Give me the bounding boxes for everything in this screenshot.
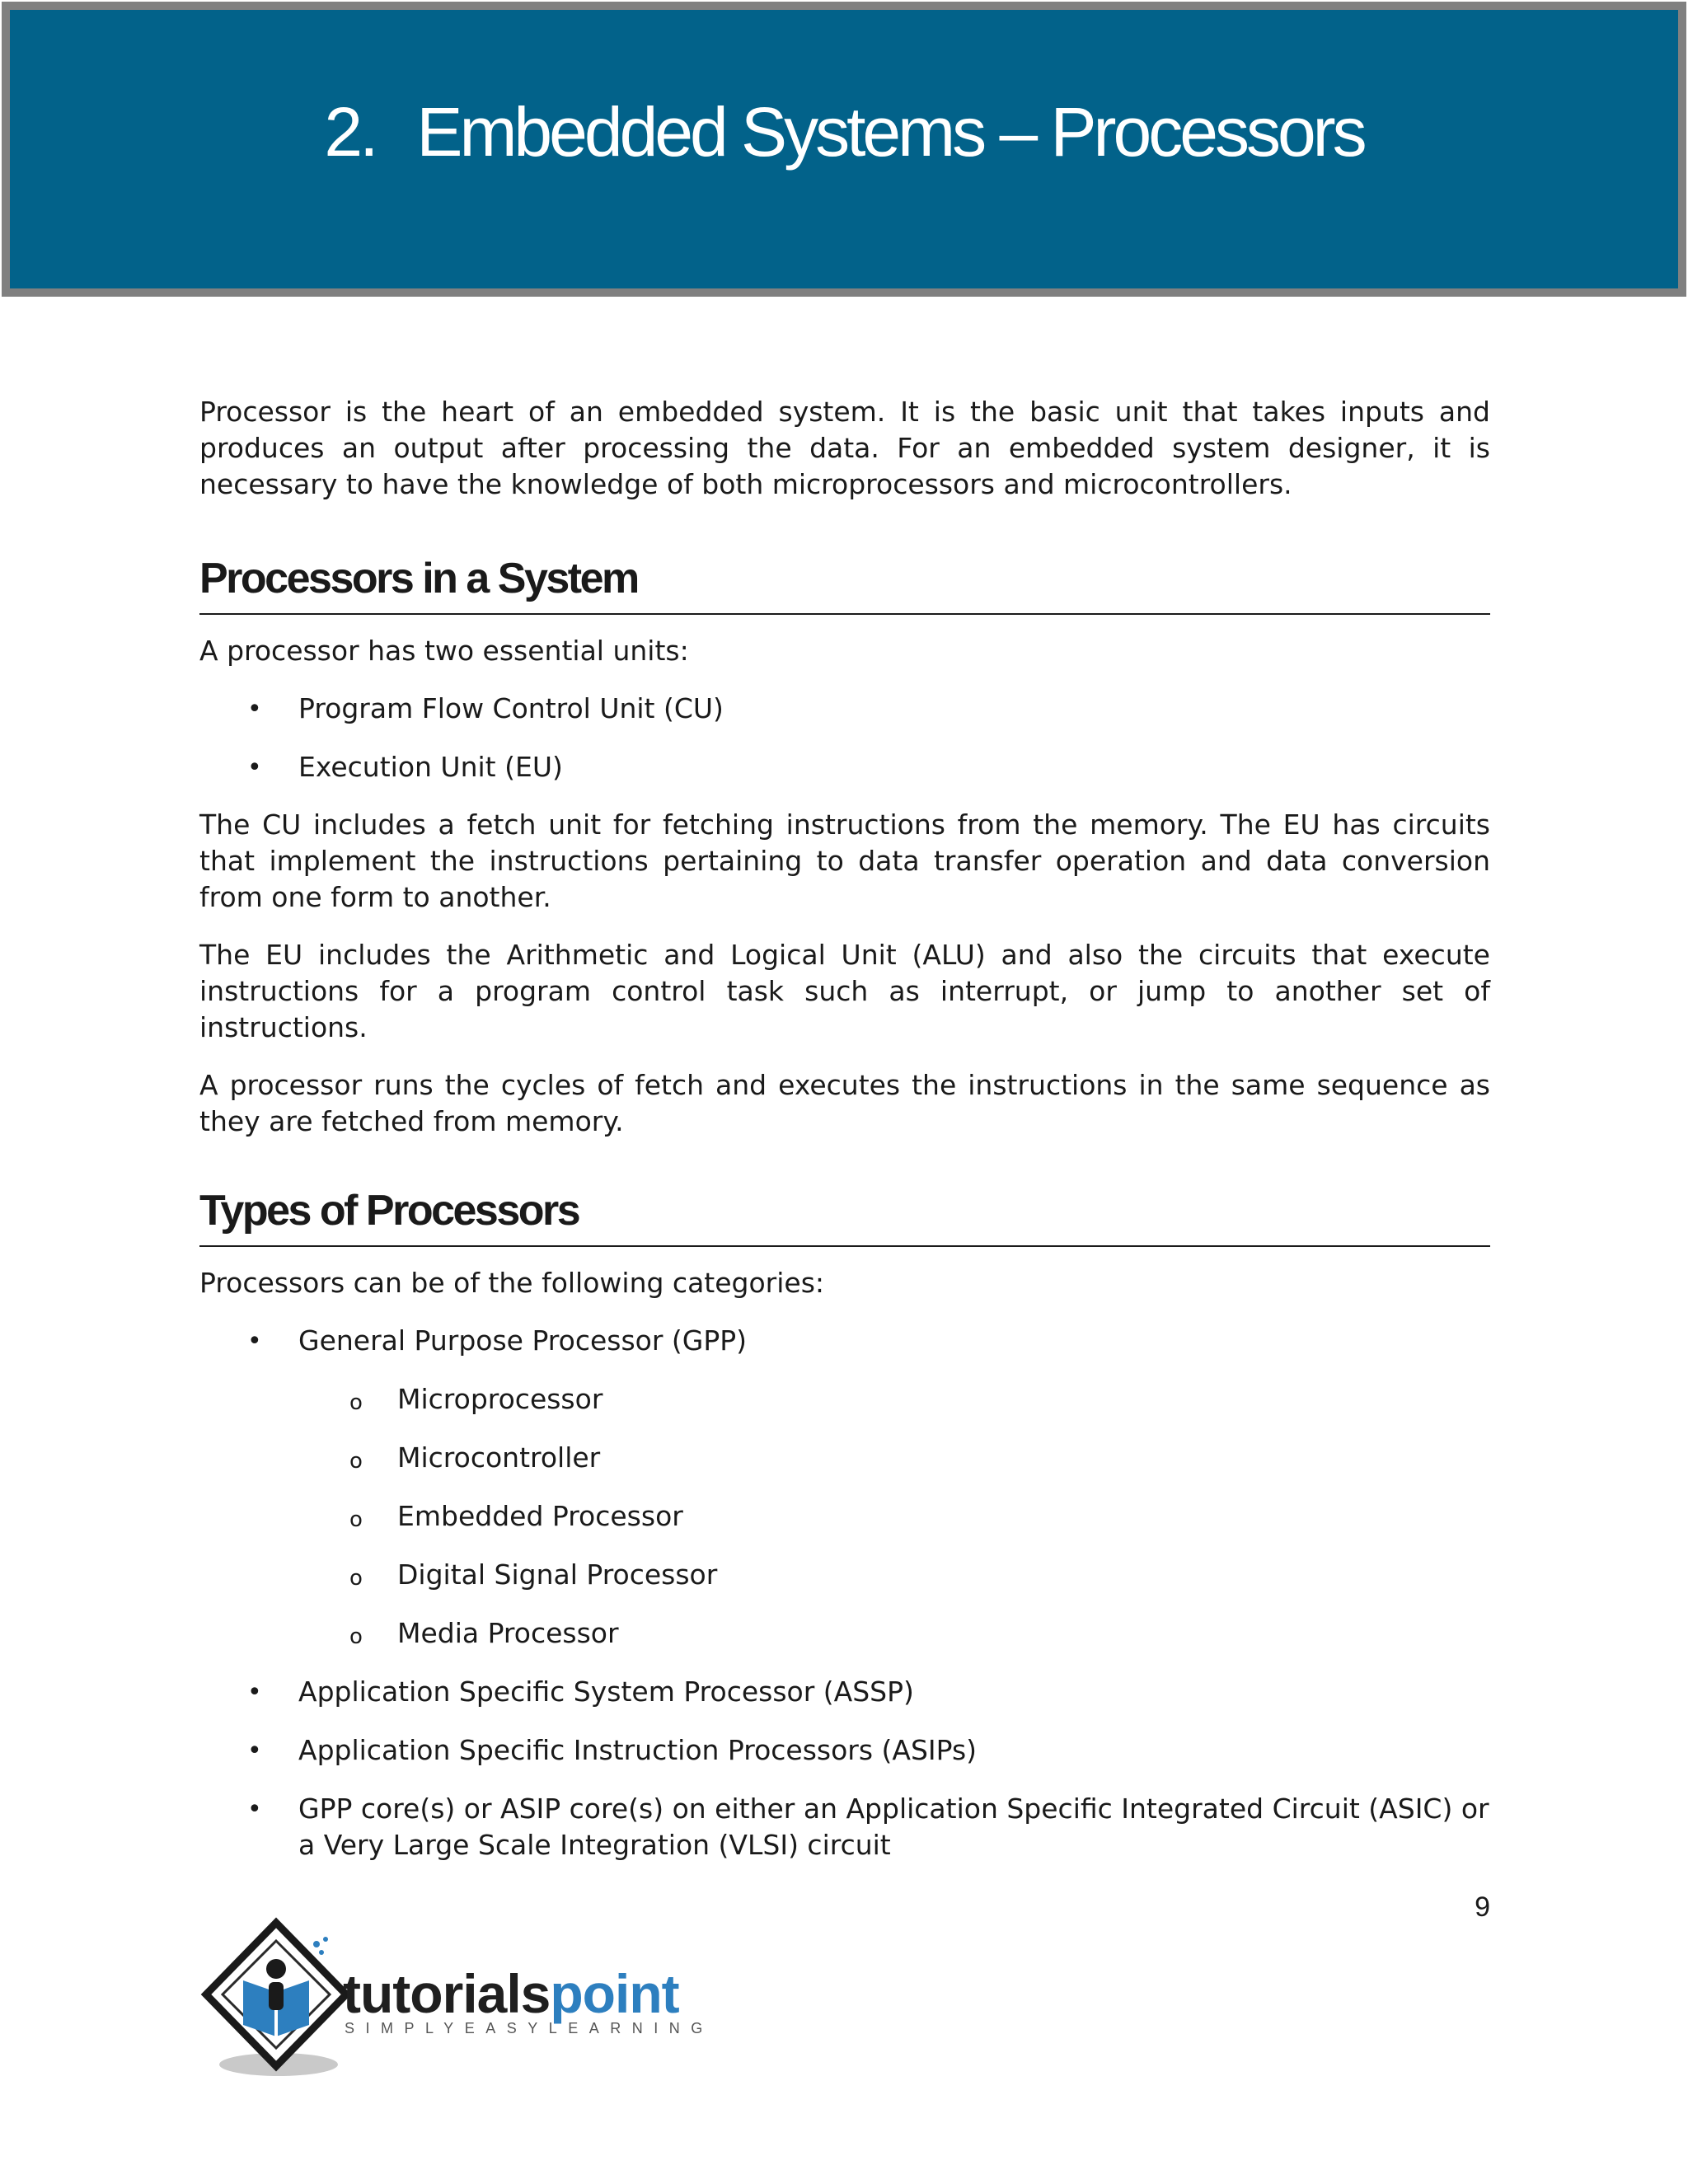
sub-list-item: o Digital Signal Processor (298, 1557, 1490, 1593)
bullet-icon: • (247, 753, 262, 782)
processor-types-list (199, 1323, 1490, 1863)
chapter-number: 2. (324, 93, 376, 171)
list-item: • Application Specific Instruction Processors (ASIPs) (199, 1732, 1490, 1769)
logo-tagline: SIMPLYEASYLEARNING (345, 2020, 714, 2036)
bullet-icon: • (247, 695, 262, 724)
circle-bullet-icon: o (349, 1507, 363, 1532)
paragraph-cu: The CU includes a fetch unit for fetching instructions from the memory. The EU has circuits that implement the instructions pertaining to data transfer operation and data conversion from one form to another. (199, 808, 1490, 913)
gpp-sublist (298, 1381, 1490, 1652)
paragraph-cycles: A processor runs the cycles of fetch and executes the instructions in the same sequence as they are fetched from memory. (199, 1069, 1490, 1137)
bullet-icon: • (247, 1736, 262, 1765)
circle-bullet-icon: o (349, 1624, 363, 1649)
logo-wordmark: tutorialspoint (343, 1963, 679, 2024)
paragraph-eu: The EU includes the Arithmetic and Logical Unit (ALU) and also the circuits that execute instructions for a program control task such as interrupt, or jump to another set of instructions. (199, 939, 1490, 1043)
sub-list-item: o Media Processor (298, 1615, 1490, 1652)
list-item: • Program Flow Control Unit (CU) (199, 691, 1490, 727)
logo-emblem-icon (198, 1916, 354, 2089)
sub-list-item: o Microcontroller (298, 1440, 1490, 1476)
section1-lead: A processor has two essential units: (199, 635, 689, 667)
chapter-title (10, 92, 1678, 172)
list-item: • Application Specific System Processor (ASSP) (199, 1674, 1490, 1710)
list-item: • Execution Unit (EU) (199, 749, 1490, 785)
section-heading-types-of-processors: Types of Processors (199, 1184, 1490, 1247)
bullet-icon: • (247, 1327, 262, 1356)
bullet-icon: • (247, 1678, 262, 1707)
bullet-icon: • (247, 1795, 262, 1824)
circle-bullet-icon: o (349, 1566, 363, 1591)
intro-paragraph: Processor is the heart of an embedded system. It is the basic unit that takes inputs and produces an output after processing the data. For an embedded system designer, it is necessary to have the knowledge of both microprocessors and microcontrollers. (199, 396, 1490, 500)
chapter-banner (2, 2, 1686, 297)
page-content (199, 394, 1490, 1885)
page-number: 9 (1475, 1891, 1490, 1923)
circle-bullet-icon: o (349, 1390, 363, 1415)
list-item: • General Purpose Processor (GPP) o Microprocessor o Microcontroller o Embedded Processor o Digital Signal Processor o Media Processor (199, 1323, 1490, 1652)
list-item: • GPP core(s) or ASIP core(s) on either an Application Specific Integrated Circuit (ASIC) or a Very Large Scale Integration (VLSI) circuit (247, 1793, 1489, 1861)
section-heading-processors-in-a-system: Processors in a System (199, 552, 1490, 615)
chapter-title-text: Embedded Systems – Processors (416, 93, 1364, 171)
essential-units-list (199, 691, 1490, 785)
section2-lead: Processors can be of the following categories: (199, 1267, 825, 1299)
sub-list-item: o Embedded Processor (298, 1498, 1490, 1535)
tutorialspoint-logo[interactable] (198, 1916, 714, 2089)
sub-list-item: o Microprocessor (298, 1381, 1490, 1418)
circle-bullet-icon: o (349, 1449, 363, 1474)
